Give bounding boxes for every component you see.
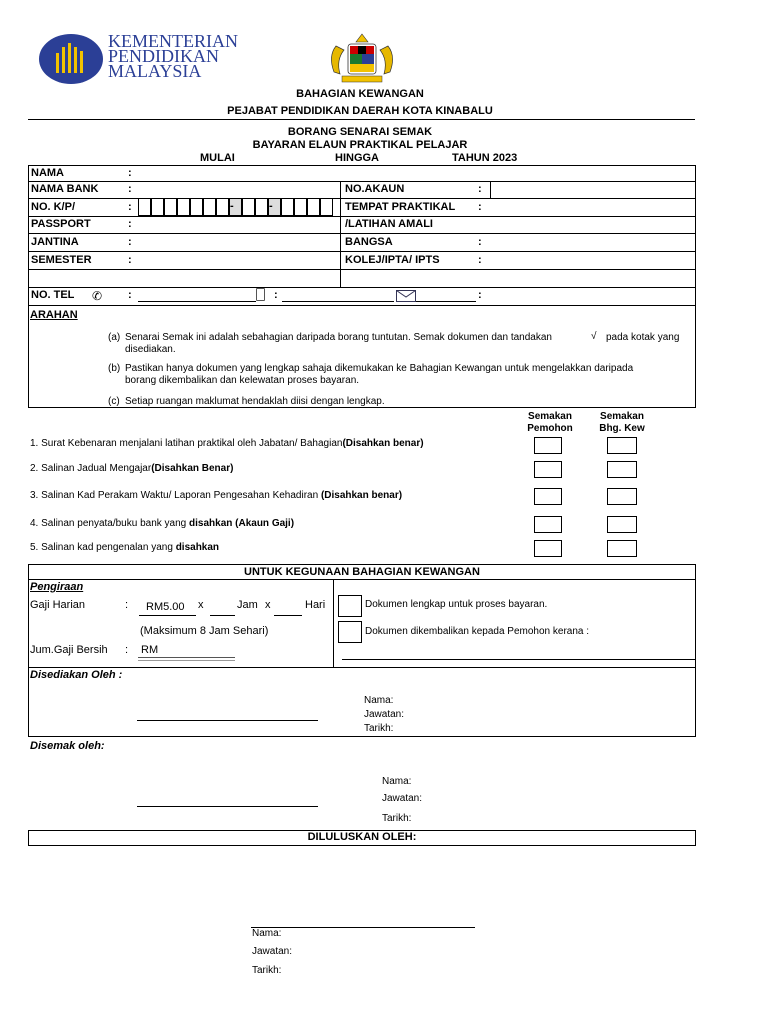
phone-icon: ✆ xyxy=(92,289,103,303)
bhgkew-checkbox[interactable] xyxy=(607,516,637,533)
doc-lengkap-checkbox[interactable] xyxy=(338,595,362,617)
pemohon-checkbox[interactable] xyxy=(534,488,562,505)
tahun-label: TAHUN 2023 xyxy=(452,152,518,164)
logo-line-3: MALAYSIA xyxy=(108,61,202,81)
logo-line-1: KEMENTERIAN xyxy=(108,31,238,51)
mobile-icon xyxy=(256,288,265,301)
rm-label: RM xyxy=(141,644,159,656)
kolej-label: KOLEJ/IPTA/ IPTS xyxy=(345,254,440,266)
bhgkew-checkbox[interactable] xyxy=(607,488,637,505)
ministry-emblem-icon xyxy=(38,33,104,85)
coat-of-arms-icon xyxy=(318,32,406,86)
form-subtitle: BAYARAN ELAUN PRAKTIKAL PELAJAR xyxy=(252,139,468,151)
logo-line-2: PENDIDIKAN xyxy=(108,46,219,66)
gaji-harian-label: Gaji Harian xyxy=(30,599,86,611)
no-kp-label: NO. K/P/ xyxy=(31,201,76,213)
jantina-label: JANTINA xyxy=(31,236,79,248)
arahan-title: ARAHAN xyxy=(30,309,78,321)
pemohon-checkbox[interactable] xyxy=(534,516,562,533)
office-use-title: UNTUK KEGUNAAN BAHAGIAN KEWANGAN xyxy=(244,566,480,578)
jum-gaji-input-line[interactable] xyxy=(138,657,235,661)
diluluskan-title: DILULUSKAN OLEH: xyxy=(307,831,417,843)
jam-input-line[interactable] xyxy=(210,615,235,616)
reason-input-line[interactable] xyxy=(342,659,695,660)
bhgkew-checkbox[interactable] xyxy=(607,540,637,557)
bhgkew-checkbox[interactable] xyxy=(607,437,637,454)
dept-title: BAHAGIAN KEWANGAN xyxy=(296,88,424,100)
disediakan-signature-line[interactable] xyxy=(137,720,318,721)
disediakan-oleh-label: Disediakan Oleh : xyxy=(30,669,123,681)
passport-label: PASSPORT xyxy=(31,218,91,230)
semakan-bhgkew-header: Semakan Bhg. Kew xyxy=(599,411,645,434)
doc-kembali-label: Dokumen dikembalikan kepada Pemohon kerana : xyxy=(365,626,590,637)
mulai-label: MULAI xyxy=(200,152,235,164)
email-input-line[interactable] xyxy=(416,301,476,302)
no-tel-label: NO. TEL xyxy=(31,289,75,301)
bhgkew-checkbox[interactable] xyxy=(607,461,637,478)
no-akaun-label: NO.AKAUN xyxy=(345,183,405,195)
form-title: BORANG SENARAI SEMAK xyxy=(287,126,433,138)
check-mark-symbol: √ xyxy=(591,331,597,342)
pemohon-checkbox[interactable] xyxy=(534,437,562,454)
semester-label: SEMESTER xyxy=(31,254,92,266)
maksimum-note: (Maksimum 8 Jam Sehari) xyxy=(140,625,269,637)
hari-input-line[interactable] xyxy=(274,615,302,616)
mobile-input-line[interactable] xyxy=(282,301,394,302)
doc-kembali-checkbox[interactable] xyxy=(338,621,362,643)
pemohon-checkbox[interactable] xyxy=(534,540,562,557)
doc-lengkap-label: Dokumen lengkap untuk proses bayaran. xyxy=(365,599,548,610)
email-icon xyxy=(396,290,416,302)
ministry-logo xyxy=(38,33,243,85)
office-use-box xyxy=(28,564,696,737)
nama-label: NAMA xyxy=(31,167,64,179)
hingga-label: HINGGA xyxy=(335,152,379,164)
disemak-oleh-label: Disemak oleh: xyxy=(30,740,105,752)
disemak-signature-line[interactable] xyxy=(137,806,318,807)
bangsa-label: BANGSA xyxy=(345,236,393,248)
rate-value: RM5.00 xyxy=(146,601,185,613)
header-divider xyxy=(28,119,695,120)
pengiraan-label: Pengiraan xyxy=(30,581,84,593)
tempat-praktikal-label: TEMPAT PRAKTIKAL xyxy=(345,201,456,213)
jum-gaji-label: Jum.Gaji Bersih xyxy=(30,644,108,656)
latihan-amali-label: /LATIHAN AMALI xyxy=(345,218,433,230)
semakan-pemohon-header: Semakan Pemohon xyxy=(527,411,573,434)
office-title: PEJABAT PENDIDIKAN DAERAH KOTA KINABALU xyxy=(227,105,493,117)
phone-input-line[interactable] xyxy=(138,301,256,302)
nama-bank-label: NAMA BANK xyxy=(31,183,99,195)
diluluskan-signature-line[interactable] xyxy=(251,927,475,928)
pemohon-checkbox[interactable] xyxy=(534,461,562,478)
arahan-box xyxy=(28,305,696,408)
